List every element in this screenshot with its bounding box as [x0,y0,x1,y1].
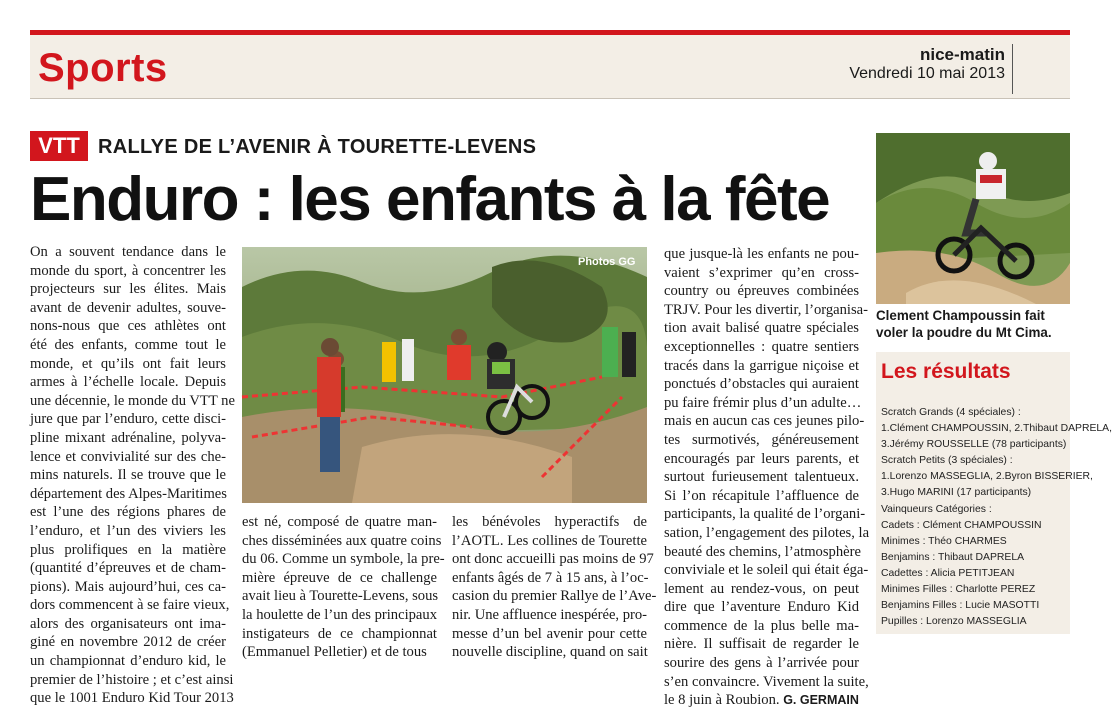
text-line: tracés dans la garrigue niçoise et [664,357,859,374]
text-line: pions). Mais aujourd’hui, ces ca- [30,578,226,595]
text-line: avant de devenir adultes, souve- [30,299,226,316]
text-line: une décennie, le monde du VTT ne [30,392,235,409]
article-column-3 [452,513,657,662]
text-line: pu faire frémir plus d’un adulte… [664,394,862,411]
newspaper-name: nice-matin [919,45,1005,64]
text-line: s’en convaincre. Vivement la suite, [664,673,869,690]
issue-date: Vendredi 10 mai 2013 [849,65,1005,82]
text-line: l’enduro, et l’un des viviers les [30,522,226,539]
text-line: exceptionnelles : quatre sentiers [664,338,859,355]
text-line: premier de l’histoire ; et c’est ainsi [30,671,234,688]
text-line: du 06. Comme un symbole, la pre- [242,551,445,568]
text-line: l’AOTL. Les collines de Tourette [452,532,647,549]
result-line: 3.Jérémy ROUSSELLE (78 participants) [881,439,1067,451]
text-line: nons-nous que ces athlètes ont [30,318,226,335]
text-line: Si l’on récapitule l’affluence de [664,487,859,504]
result-line: Cadettes : Alicia PETITJEAN [881,567,1015,579]
text-line: est l’une des régions phares de [30,504,226,521]
text-line: commence de la plus belle ma- [664,617,859,634]
text-line: (Emmanuel Pelletier) et de tous [242,644,427,661]
text-line: lence et convivialité sur des che- [30,448,226,465]
result-line: Pupilles : Lorenzo MASSEGLIA [881,616,1027,628]
text-line: vaient s’exprimer qu’en cross- [664,264,859,281]
article-column-2 [242,513,445,662]
text-line: nouvelle discipline, quand on sait [452,644,648,661]
text-line: conviviale et le soleil qui était éga- [664,562,869,579]
text-line: country ou épreuves combinées [664,283,859,300]
text-line: tion avait balisé quatre spéciales [664,320,859,337]
text-line: pline mixant adrénaline, polyva- [30,429,226,446]
result-line: Minimes Filles : Charlotte PEREZ [881,584,1036,596]
text-line: est né, composé de quatre man- [242,514,437,530]
text-line: monde, et qu’ils ont fait leurs [30,355,226,372]
text-line: mins naturels. Il se trouve que le [30,467,226,484]
article-column-1 [30,243,235,708]
photo-caption: Clement Champoussin fait voler la poudre du Mt Cima. [876,308,1052,340]
result-line: 1.Clément CHAMPOUSSIN, 2.Thibaut DAPRELA, [881,423,1112,435]
result-line: Scratch Petits (3 spéciales) : [881,455,1013,467]
result-line: Vainqueurs Catégories : [881,503,992,515]
text-line: giné en novembre 2012 de créer [30,634,226,651]
text-line: ches disséminées aux quatre coins [242,532,442,549]
text-line: armes à l’échelle locale. Depuis [30,374,226,391]
text-line: nière. Il suffisait de regarder le [664,636,859,653]
text-line: jure que par l’enduro, cette disci- [30,411,226,428]
text-line: projecteurs sur les élites. Mais [30,281,226,298]
text-line: ponctués d’obstacles qui auraient [664,376,859,393]
text-line: On a souvent tendance dans le [30,244,226,260]
results-title: Les résultats [881,360,1011,383]
text-line: casion du premier Rallye de l’Ave- [452,588,657,605]
result-line: Benjamins : Thibaut DAPRELA [881,551,1025,563]
text-line: nir. Une affluence inespérée, pro- [452,606,648,623]
result-line: 3.Hugo MARINI (17 participants) [881,487,1032,499]
text-line: instigateurs de ce championnat [242,625,437,642]
results-list [881,405,1112,630]
text-line: la houlette de l’un des principaux [242,606,437,623]
article-kicker: RALLYE DE L’AVENIR À TOURETTE-LEVENS [98,136,537,158]
text-line: département des Alpes-Maritimes [30,485,227,502]
text-line: dire que l’aventure Enduro Kid [664,599,859,616]
text-line: messe d’un bel avenir pour cette [452,625,647,642]
text-line: les bénévoles hyperactifs de [452,514,647,530]
race-photo [242,247,647,503]
section-title: Sports [38,46,168,90]
text-line: tes surmotivés, généreusement [664,431,859,448]
text-line: dors commencent à se faire vieux, [30,597,230,614]
article-headline: Enduro : les enfants à la fête [30,165,830,234]
text-line: (quantité d’épreuves et de cham- [30,560,226,577]
text-line: mière épreuve de ce challenge [242,569,437,586]
result-line: Minimes : Théo CHARMES [881,535,1007,547]
text-line: que le 1001 Enduro Kid Tour 2013 [30,690,234,707]
result-line: Cadets : Clément CHAMPOUSSIN [881,519,1042,531]
text-line: plus prolifiques en la matière [30,541,226,558]
text-line: enfants âgés de 7 à 15 ans, à l’oc- [452,569,649,586]
article-column-4 [664,245,870,710]
text-line: surtout furieusement talentueux. [664,469,859,486]
text-line: monde du sport, à concentrer les [30,262,226,279]
result-line: Scratch Grands (4 spéciales) : [881,407,1021,418]
text-line: le 8 juin à Roubion. G. GERMAIN [664,692,859,709]
text-line: avait lieu à Tourette-Levens, sous [242,588,439,605]
text-line: un championnat d’enduro kid, le [30,653,226,670]
text-line: encouragés par leurs parents, et [664,450,859,467]
topic-badge: VTT [30,131,88,161]
header-divider [1012,44,1013,94]
text-line: mais en aucun cas ces jeunes pilo- [664,413,865,430]
text-line: TRJV. Pour les divertir, l’organisa- [664,301,868,318]
text-line: beauté des chemins, l’atmosphère [664,543,861,560]
text-line: ont donc accueilli pas moins de 97 [452,551,654,568]
rider-photo [876,133,1070,304]
text-line: participants, la qualité de l’organi- [664,506,866,523]
text-line: alors des organisateurs ont ima- [30,615,226,632]
result-line: Benjamins Filles : Lucie MASOTTI [881,600,1040,612]
text-line: été des enfants, comme tout le [30,336,226,353]
text-line: sourire des gens à l’arrivée pour [664,655,859,672]
text-line: lement au rendez-vous, on peut [664,580,859,597]
text-line: que jusque-là les enfants ne pou- [664,246,859,262]
result-line: 1.Lorenzo MASSEGLIA, 2.Byron BISSERIER, [881,471,1093,483]
photo-credit: Photos GG [578,256,636,268]
text-line: sation, l’engagement des pilotes, la [664,524,870,541]
author-signature: G. GERMAIN [783,693,859,708]
